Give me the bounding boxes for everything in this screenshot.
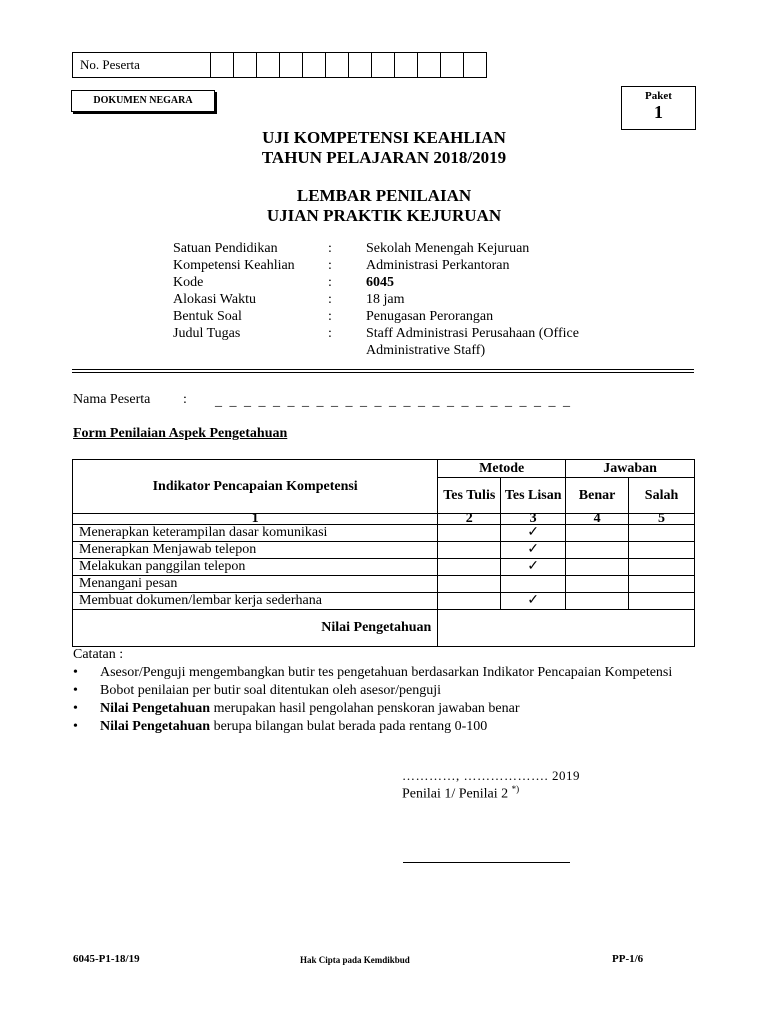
participant-number-cell[interactable]: [211, 53, 234, 77]
info-row: [173, 291, 656, 308]
list-item-bold: Nilai Pengetahuan: [100, 719, 211, 734]
salah-cell[interactable]: [629, 559, 695, 576]
nama-peserta-colon: :: [183, 392, 187, 407]
info-row: [173, 274, 656, 291]
list-item-body: Bobot penilaian per butir soal ditentukan oleh asesor/penguji: [100, 683, 441, 698]
table-row: [73, 525, 695, 542]
column-number: 3: [501, 514, 566, 525]
table-row: [73, 576, 695, 593]
tes-lisan-cell: ✓: [501, 525, 566, 542]
title-line-2: TAHUN PELAJARAN 2018/2019: [261, 148, 507, 167]
participant-number-cells: [211, 53, 486, 77]
column-number: 5: [629, 514, 695, 525]
participant-number-cell[interactable]: [464, 53, 486, 77]
info-key: Satuan Pendidikan: [173, 241, 278, 256]
header-tes-tulis: Tes Tulis: [438, 478, 501, 514]
penilai-text: Penilai 1/ Penilai 2: [402, 786, 509, 802]
participant-number-cell[interactable]: [372, 53, 395, 77]
catatan-label: Catatan :: [73, 647, 124, 662]
tes-tulis-cell: [438, 542, 501, 559]
list-item: [73, 682, 695, 699]
nilai-pengetahuan-label: Nilai Pengetahuan: [73, 610, 438, 647]
tes-lisan-cell: ✓: [501, 559, 566, 576]
header-salah: Salah: [629, 478, 695, 514]
tes-tulis-cell: [438, 576, 501, 593]
salah-cell[interactable]: [629, 542, 695, 559]
info-colon: :: [328, 292, 332, 307]
paket-box: [621, 86, 696, 130]
nama-peserta-label: Nama Peserta: [73, 392, 151, 407]
list-item-body: merupakan hasil pengolahan penskoran jawaban benar: [210, 701, 520, 716]
list-item: [73, 700, 695, 717]
info-value: 18 jam: [366, 292, 405, 307]
benar-cell[interactable]: [566, 542, 629, 559]
list-item-text: [100, 682, 695, 699]
signature-line: [403, 862, 570, 863]
info-row: [173, 257, 656, 274]
tes-lisan-cell: ✓: [501, 593, 566, 610]
column-number: 1: [73, 514, 438, 525]
column-number-row: [73, 514, 695, 525]
header-tes-lisan: Tes Lisan: [501, 478, 566, 514]
info-row: [173, 240, 656, 257]
tes-lisan-cell: [501, 576, 566, 593]
info-value: Penugasan Perorangan: [366, 309, 494, 324]
participant-number-cell[interactable]: [234, 53, 257, 77]
salah-cell[interactable]: [629, 576, 695, 593]
title-line-3: LEMBAR PENILAIAN: [296, 186, 472, 205]
info-value: Sekolah Menengah Kejuruan: [366, 241, 530, 256]
header-metode: Metode: [438, 460, 566, 478]
list-item-text: [100, 664, 695, 681]
indicator-cell: Membuat dokumen/lembar kerja sederhana: [73, 593, 438, 610]
participant-number-cell[interactable]: [349, 53, 372, 77]
list-item: [73, 664, 695, 681]
info-colon: :: [328, 241, 332, 256]
info-key: Kompetensi Keahlian: [173, 258, 295, 273]
info-key: Alokasi Waktu: [173, 292, 256, 307]
table-row: [73, 559, 695, 576]
indicator-cell: Melakukan panggilan telepon: [73, 559, 438, 576]
form-title: Form Penilaian Aspek Pengetahuan: [73, 426, 288, 441]
info-block: [173, 240, 656, 359]
info-value: Staff Administrasi Perusahaan (Office Administrative Staff): [366, 326, 579, 358]
header-benar: Benar: [566, 478, 629, 514]
info-colon: :: [328, 275, 332, 290]
participant-number-cell[interactable]: [280, 53, 303, 77]
participant-number-cell[interactable]: [441, 53, 464, 77]
info-colon: :: [328, 258, 332, 273]
tes-tulis-cell: [438, 593, 501, 610]
signature-date: …………, ………………. 2019: [402, 768, 580, 783]
salah-cell[interactable]: [629, 593, 695, 610]
list-item-text: [100, 718, 695, 735]
bullet-dot: •: [73, 719, 78, 734]
participant-number-box: [72, 52, 487, 78]
benar-cell[interactable]: [566, 593, 629, 610]
footer-page: PP-1/6: [612, 953, 644, 965]
list-item: [73, 718, 695, 735]
list-item-bold: Nilai Pengetahuan: [100, 701, 211, 716]
assessment-table: [72, 459, 695, 647]
footer-code: 6045-P1-18/19: [73, 953, 140, 965]
participant-number-cell[interactable]: [303, 53, 326, 77]
info-colon: :: [328, 326, 332, 341]
participant-number-label: No. Peserta: [73, 53, 211, 77]
info-key: Bentuk Soal: [173, 309, 242, 324]
column-number: 2: [438, 514, 501, 525]
benar-cell[interactable]: [566, 559, 629, 576]
tes-tulis-cell: [438, 559, 501, 576]
benar-cell[interactable]: [566, 576, 629, 593]
participant-number-cell[interactable]: [257, 53, 280, 77]
signature-label: [402, 784, 519, 803]
nilai-pengetahuan-value: [438, 610, 695, 647]
paket-label: Paket: [645, 90, 672, 102]
tes-lisan-cell: ✓: [501, 542, 566, 559]
header-indicator: Indikator Pencapaian Kompetensi: [73, 460, 438, 514]
tes-tulis-cell: [438, 525, 501, 542]
benar-cell[interactable]: [566, 525, 629, 542]
bullet-dot: •: [73, 665, 78, 680]
info-value: Administrasi Perkantoran: [366, 258, 510, 273]
indicator-cell: Menerapkan keterampilan dasar komunikasi: [73, 525, 438, 542]
dokumen-negara-badge: DOKUMEN NEGARA: [71, 90, 215, 112]
info-row: [173, 325, 656, 359]
table-row: [73, 593, 695, 610]
participant-number-cell[interactable]: [326, 53, 349, 77]
paket-number: 1: [654, 102, 663, 122]
list-item-text: [100, 700, 695, 717]
divider-line: [72, 369, 694, 370]
header-jawaban: Jawaban: [566, 460, 695, 478]
indicator-cell: Menerapkan Menjawab telepon: [73, 542, 438, 559]
info-key: Kode: [173, 275, 204, 290]
info-key: Judul Tugas: [173, 326, 241, 341]
table-row: [73, 542, 695, 559]
list-item-body: berupa bilangan bulat berada pada rentang 0-100: [210, 719, 488, 734]
participant-number-cell[interactable]: [395, 53, 418, 77]
participant-number-cell[interactable]: [418, 53, 441, 77]
info-row: [173, 308, 656, 325]
column-number: 4: [566, 514, 629, 525]
penilai-mark: *): [511, 784, 520, 794]
bullet-dot: •: [73, 683, 78, 698]
salah-cell[interactable]: [629, 525, 695, 542]
bullet-dot: •: [73, 701, 78, 716]
title-line-1: UJI KOMPETENSI KEAHLIAN: [262, 128, 506, 147]
footer-copyright: Hak Cipta pada Kemdikbud: [300, 955, 410, 965]
indicator-cell: Menangani pesan: [73, 576, 438, 593]
info-value: 6045: [366, 275, 394, 290]
list-item-body: Asesor/Penguji mengembangkan butir tes pengetahuan berdasarkan Indikator Pencapaian Kompetensi: [100, 665, 673, 680]
nama-peserta-blank: _ _ _ _ _ _ _ _ _ _ _ _ _ _ _ _ _ _ _ _ _ _ _ _ _: [215, 394, 572, 409]
title-line-4: UJIAN PRAKTIK KEJURUAN: [266, 206, 502, 225]
divider-line: [72, 372, 694, 373]
catatan-list: [73, 664, 695, 736]
info-colon: :: [328, 309, 332, 324]
